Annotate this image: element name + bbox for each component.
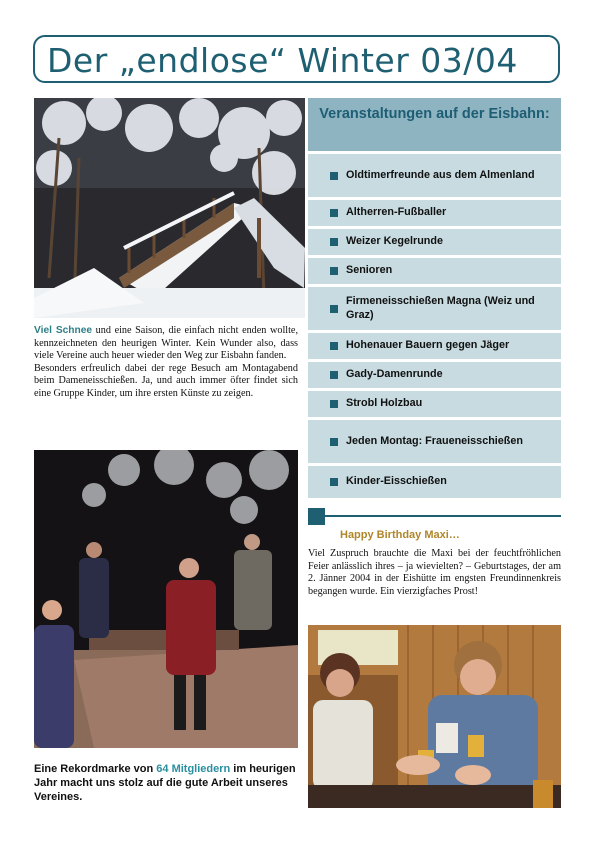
bullet-square-icon (330, 238, 338, 246)
event-item (308, 258, 561, 284)
photo-birthday-toast (308, 625, 561, 808)
event-label: Altherren-Fußballer (346, 206, 447, 219)
events-heading: Veranstaltungen auf der Eisbahn: (308, 98, 561, 151)
bullet-square-icon (330, 209, 338, 217)
event-label: Jeden Montag: Fraueneisschießen (346, 434, 523, 447)
caption-part-2: im heurigen Jahr macht uns stolz auf die gute Arbeit unseres Vereines. (34, 763, 296, 803)
title-box (33, 35, 560, 83)
event-label: Firmeneisschießen Magna (Weiz und Graz) (346, 295, 535, 321)
bullet-square-icon (330, 342, 338, 350)
event-item (308, 229, 561, 255)
bullet-square-icon (330, 267, 338, 275)
event-label: Gady-Damenrunde (346, 368, 443, 381)
birthday-text: Viel Zuspruch brauchte die Maxi bei der feuchtfröhlichen Feier anlässlich ihres – ja wievielten? – Geburtstages, der am 2. Jänner 2004 in der Eishütte im engsten Freundinnenkreis begangen wurde. Ein vierzigfaches Prost! (308, 548, 561, 597)
bullet-square-icon (330, 478, 338, 486)
birthday-heading: Happy Birthday Maxi… (340, 529, 460, 541)
event-item (308, 154, 561, 197)
article-text (34, 325, 298, 401)
event-label: Kinder-Eisschießen (346, 475, 447, 488)
event-item (308, 391, 561, 417)
photo-night-gathering (34, 450, 298, 748)
article-paragraph-2: Besonders erfreulich dabei der rege Besuch am Montagabend beim Dameneisschießen. Ja, und auch immer öfter findet sich eine Gruppe Kinder, um ihre ersten Künste zu zeigen. (34, 362, 298, 399)
caption-part-1: Eine Rekordmarke von (34, 763, 157, 775)
events-panel (308, 98, 561, 498)
photo-caption (34, 762, 298, 804)
event-item (308, 362, 561, 388)
event-label: Oldtimerfreunde aus dem Almenland (346, 168, 535, 181)
event-item (308, 466, 561, 498)
divider-square (308, 508, 325, 525)
event-label: Strobl Holzbau (346, 397, 423, 410)
page-title: Der „endlose“ Winter 03/04 (47, 41, 518, 80)
bullet-square-icon (330, 305, 338, 313)
bullet-square-icon (330, 172, 338, 180)
event-item (308, 200, 561, 226)
lead-text: und eine Saison, die einfach nicht enden wollte, kennzeichneten den heurigen Winter. Kein Wunder also, dass viele Vereine auch heuer wieder den Weg zur Eisbahn fanden. (34, 325, 299, 362)
event-item (308, 287, 561, 330)
event-label: Senioren (346, 264, 393, 277)
caption-highlight: 64 Mitgliedern (156, 763, 231, 775)
event-item (308, 333, 561, 359)
event-item (308, 420, 561, 463)
divider-line (325, 515, 561, 517)
article-paragraph-1 (34, 325, 298, 363)
bullet-square-icon (330, 400, 338, 408)
bullet-square-icon (330, 438, 338, 446)
bullet-square-icon (330, 371, 338, 379)
lead-highlight: Viel Schnee (34, 325, 93, 336)
event-label: Weizer Kegelrunde (346, 235, 443, 248)
event-label: Hohenauer Bauern gegen Jäger (346, 339, 510, 352)
photo-snowy-bridge (34, 98, 305, 318)
